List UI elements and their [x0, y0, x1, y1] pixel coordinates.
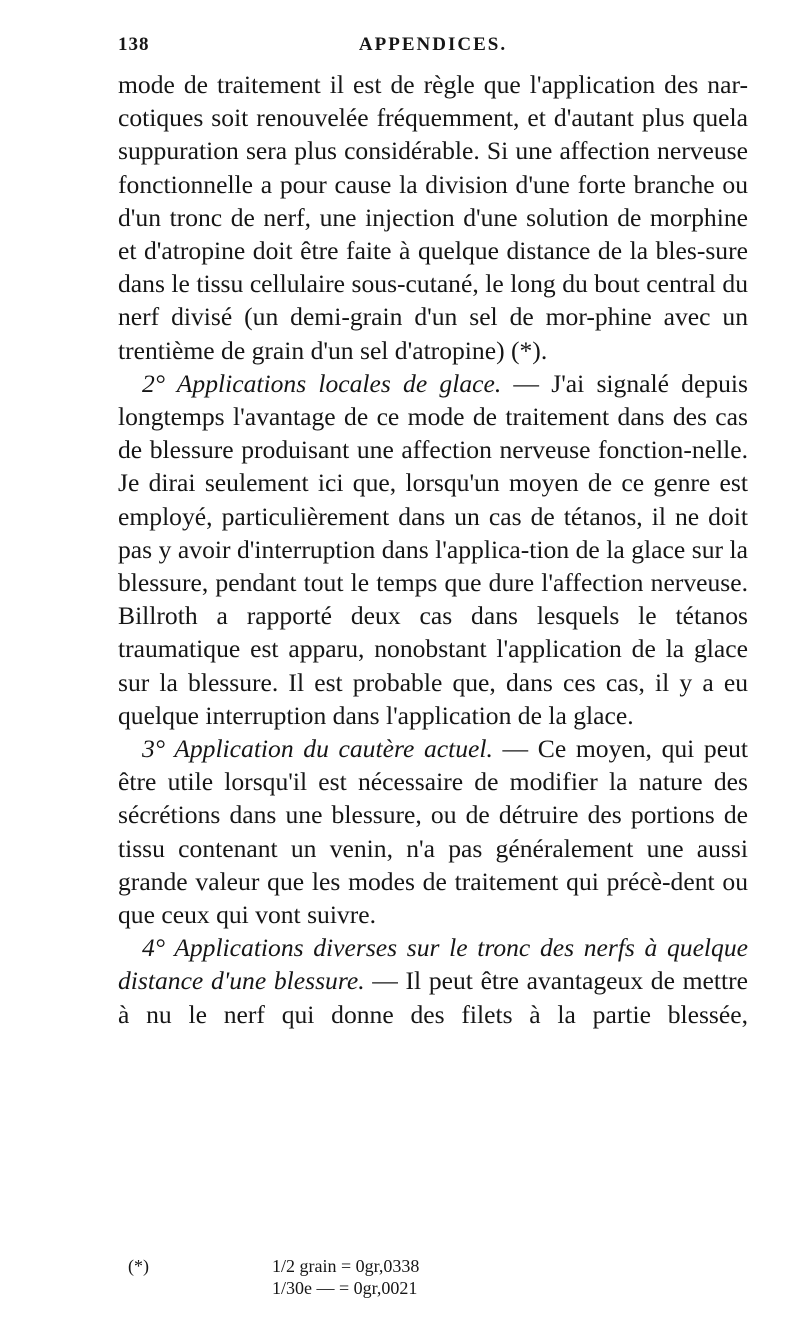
paragraph-1: mode de traitement il est de règle que l'application des nar-cotiques soit renouvelée fréquemment, et d'autant plus quela suppuration sera plus considérable. Si une affection nerveuse fonctionnelle a pour cause la division d'une forte branche ou d'un tronc de nerf, une injection d'une solution de morphine et d'atropine doit être faite à quelque distance de la bles-sure dans le tissu cellulaire sous-cutané, le long du bout central du nerf divisé (un demi-grain d'un sel de mor-phine avec un trentième de grain d'un sel d'atropine) (*).	[118, 70, 748, 365]
section-heading-2: 2° Applications locales de glace.	[142, 368, 502, 398]
running-head	[118, 28, 748, 56]
footnote-mark: (*)	[128, 1256, 149, 1276]
page-number: 138	[118, 34, 150, 55]
paragraph-2	[118, 367, 748, 732]
footnote-line-2: 1/30e — = 0gr,0021	[272, 1278, 418, 1298]
paragraph-3	[118, 732, 748, 931]
running-title: APPENDICES.	[358, 34, 508, 55]
paragraph-4-text: — Il peut être avantageux de mettre à nu le nerf qui donne des filets à la partie blessée,	[118, 966, 748, 1029]
paragraph-3-text: — Ce moyen, qui peut être utile lorsqu'il est nécessaire de modifier la nature des sécrétions dans une blessure, ou de détruire des portions de tissu contenant un venin, n'a pas généralement une aussi grande valeur que les modes de traitement qui précè-dent ou que ceux qui vont suivre.	[118, 734, 748, 930]
section-heading-3: 3° Application du cautère actuel.	[142, 734, 493, 764]
paragraph-4	[118, 931, 748, 1031]
paragraph-2-text: — J'ai signalé depuis longtemps l'avantage de ce mode de traitement dans des cas de blessure produisant une affection nerveuse fonction-nelle. Je dirai seulement ici que, lorsqu'un moyen de ce genre est employé, particulièrement dans un cas de tétanos, il ne doit pas y avoir d'interruption dans l'applica-tion de la glace sur la blessure, pendant tout le temps que dure l'affection nerveuse. Billroth a rapporté deux cas dans lesquels le tétanos traumatique est apparu, nonobstant l'application de la glace sur la blessure. Il est probable que, dans ces cas, il y a eu quelque interruption dans l'application de la glace.	[118, 368, 748, 730]
body-text	[118, 68, 748, 1031]
section-heading-4: 4° Applications diverses sur le tronc des nerfs à quelque distance d'une blessure.	[118, 933, 748, 996]
footnote-line-1: 1/2 grain = 0gr,0338	[272, 1256, 420, 1276]
